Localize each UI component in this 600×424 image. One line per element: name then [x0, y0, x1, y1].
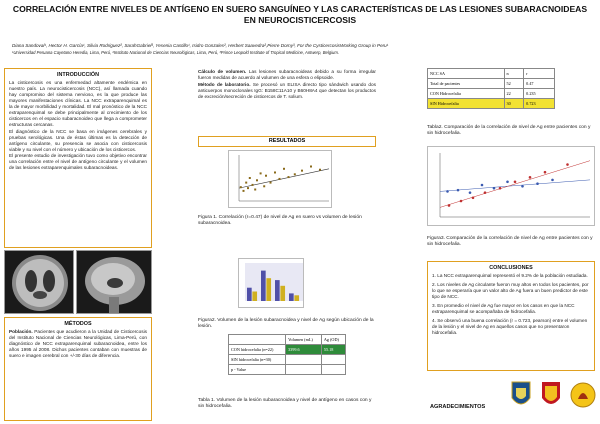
data-point — [283, 168, 285, 170]
conclusions-heading: CONCLUSIONES — [489, 265, 533, 271]
bar — [247, 288, 252, 301]
brain-mri-sagittal — [76, 250, 152, 314]
table-2-cell: SIN Hidrocefalia — [428, 99, 505, 109]
table-1-container — [228, 334, 346, 386]
intro-box — [4, 68, 152, 248]
conclusions-box — [427, 261, 595, 371]
table-1-header: Volumen (mL) — [286, 335, 322, 345]
methods-box — [4, 317, 152, 421]
bar — [294, 295, 299, 301]
data-point — [270, 182, 272, 184]
conclusion-item: 1. La NCC extraparenquimal representó el 9.2% de la población estudiada. — [432, 273, 588, 278]
conclusion-item: 2. Los niveles de Ag circulante fueron muy altos en todos los pacientes, por lo que se esperaría que un valor alto de Ag fuera un buen predictor de este tipo de NCC. — [432, 282, 589, 299]
table-1 — [228, 334, 346, 375]
calc-text-1: Las lesiones subaracnoideas debido a su forma irregular fueron medidas de acuerdo al volumen de una esfera o elipsoide. — [198, 69, 376, 80]
table-1-cell: 3399.6 — [286, 345, 322, 355]
calc-text-2: Se procesó un ELISA directo tipo sándwich usando dos anticuerpos monoclonales IgG: B158C11A10 y B60H8A4 que detectan los productos de excreción/secreción de cisticercos de T. solium. — [198, 81, 376, 99]
bar — [280, 286, 285, 301]
table-2-header: n — [504, 69, 524, 79]
table-2-container — [427, 68, 555, 118]
data-point — [294, 173, 296, 175]
data-point — [263, 185, 265, 187]
data-point — [446, 190, 449, 193]
data-point — [310, 166, 312, 168]
data-point — [265, 175, 267, 177]
figure-3-caption: Figura3. Comparación de la correlación de nivel de Ag entre pacientes con y sin hidrocefalia. — [427, 236, 593, 247]
bar — [252, 292, 257, 302]
data-point — [254, 189, 256, 191]
table-2-header: NCC SA — [428, 69, 505, 79]
data-point — [252, 184, 254, 186]
data-point — [260, 172, 262, 174]
table-row — [428, 79, 555, 89]
data-point — [274, 171, 276, 173]
table-row — [229, 365, 346, 375]
table-2-cell: Total de pacientes — [428, 79, 505, 89]
table-1-cell: p - Value — [229, 365, 286, 375]
data-point — [469, 191, 472, 194]
table-1-header: Ag (OD) — [321, 335, 345, 345]
table-1-cell: CON hidrocefalia (n=22) — [229, 345, 286, 355]
bar — [289, 293, 294, 301]
institution-logo-2 — [540, 380, 562, 410]
poster-title: CORRELACIÓN ENTRE NIVELES DE ANTÍGENO EN SUERO SANGUÍNEO Y LAS CARACTERÍSTICAS DE LAS LESIONES SUBARACNOIDEAS EN NEUROCISTICERCOSIS — [12, 4, 588, 25]
intro-heading: INTRODUCCIÓN — [57, 72, 99, 78]
figure-2-container — [238, 258, 304, 308]
table-1-cell: 55.18 — [321, 345, 345, 355]
methods-heading: MÉTODOS — [64, 321, 92, 327]
table-2-cell: 52 — [504, 79, 524, 89]
data-point — [514, 181, 517, 184]
methods-text: Pacientes que acudieron a la Unidad de Cisticercosis del Instituto Nacional de Ciencias Neurológicas, Lima-Perú, con diagnóstico de NCC extraparenquimal subaracnoidea, entre los años 1995 al 2008. Dichos pacientes contaban con muestras de suero e imagen cerebral con +/-30 días de diferencia. — [9, 329, 147, 358]
data-point — [566, 163, 569, 166]
table-1-caption: Tabla 1. Volumen de la lesión subaracnoidea y nivel de antígeno en casos con y sin hidrocefalia. — [198, 398, 372, 409]
trend-line-sin — [440, 161, 590, 208]
authors: Diana Sandoval¹, Hector H. García¹, Silvia Rodriguez², SarahGabriel³, Yesenia Castillo¹, Isidro Gonzales², Herbert Saavedra²,Pierre Dorny³, For the CysticercosisWorking Group in Peru¹ — [12, 43, 389, 48]
figure-1-container — [228, 150, 332, 208]
data-point — [301, 170, 303, 172]
table-row — [229, 345, 346, 355]
calc-block — [198, 69, 376, 100]
table-2-header: r — [524, 69, 555, 79]
table-2-cell: 22 — [504, 89, 524, 99]
methods-label: Población. — [9, 329, 33, 334]
data-point — [288, 176, 290, 178]
table-row — [229, 355, 346, 365]
data-point — [279, 178, 281, 180]
table-2-cell: 30 — [504, 99, 524, 109]
data-point — [529, 176, 532, 179]
bar — [275, 280, 280, 301]
calc-label-2: Método de laboratorio. — [198, 81, 251, 87]
conclusion-item: 3. En promedio el nivel de Ag fue mayor en los casos en que la NCC extraparenquimal se acompañaba de hidrocefalia. — [432, 303, 575, 314]
table-1-cell — [321, 365, 345, 375]
data-point — [249, 177, 251, 179]
intro-paragraph-2: El diagnóstico de la NCC se basa en imágenes cerebrales y pruebas serológicas. Una de éstas últimas es la detección de antígeno circulante, su presencia se asocia con cisticercosis viable y su nivel con el número y ubicación de los cisticercos. — [9, 128, 147, 152]
intro-paragraph-3: El presente estudio de investigación tuvo como objetivo encontrar una correlación entre el nivel de antígeno circulante y el volumen de las lesiones extraparenquimales subaracnoideas. — [9, 153, 147, 170]
figure-3-scatter — [428, 147, 596, 227]
table-1-header — [229, 335, 286, 345]
data-point — [243, 190, 245, 192]
table-2-cell: 0.47 — [524, 79, 555, 89]
results-heading-box — [198, 136, 376, 147]
institution-logo-3 — [570, 382, 596, 408]
bar — [261, 271, 266, 301]
figure-1-caption: Figura 1. Correlación (r=0.47) de nivel de Ag en suero vs volumen de lesión subaracnoidea. — [198, 215, 362, 226]
table-2-caption: Tabla2. Comparación de la correlación de nivel de Ag entre pacientes con y sin hidrocefalia. — [427, 125, 591, 136]
table-2-cell: 0.235 — [524, 89, 555, 99]
data-point — [240, 186, 242, 188]
data-point — [544, 171, 547, 174]
table-row — [428, 89, 555, 99]
acknowledgements-heading: AGRADECIMIENTOS — [430, 404, 486, 410]
figure-3-container — [427, 146, 595, 226]
table-1-cell — [321, 355, 345, 365]
data-point — [247, 187, 249, 189]
conclusion-item: 4. Se observó una buena correlación (r = 0.723, pearson) entre el volumen de la lesión y el nivel de Ag en aquellos casos que no presentaron hidrocefalia. — [432, 318, 588, 335]
institution-logo-1 — [510, 380, 532, 410]
figure-2-bars — [239, 259, 305, 309]
table-1-cell — [286, 365, 322, 375]
figure-2-caption: Figura2. Volumen de la lesión subaracnoidea y nivel de Ag según ubicación de la lesión. — [198, 318, 374, 329]
table-2-cell: 0.723 — [524, 99, 555, 109]
data-point — [506, 181, 509, 184]
table-1-cell: SIN hidrocefalia (n=30) — [229, 355, 286, 365]
figure-1-scatter — [229, 151, 333, 209]
results-heading: RESULTADOS — [268, 138, 306, 144]
data-point — [319, 169, 321, 171]
data-point — [481, 184, 484, 187]
brain-mri-axial — [4, 250, 74, 314]
bar — [266, 278, 271, 301]
data-point — [256, 179, 258, 181]
table-2-cell: CON Hidrocefalia — [428, 89, 505, 99]
table-2 — [427, 68, 555, 109]
data-point — [551, 179, 554, 182]
data-point — [245, 182, 247, 184]
intro-paragraph-1: La cisticercosis es una enfermedad altamente endémica en nuestro país. La neurocisticercosis (NCC), así llamada cuando hay compromiso del sistema nervioso, es la que produce las mayores manifestaciones clínicas. La NCC extraparenquimal es la de mayor morbilidad y mortalidad. El mal pronóstico de la NCC extraparenquimal se debe principalmente al crecimiento de los cisticercos en el espacio subaracnoideo que llega a comprometer estructuras cercanas. — [9, 80, 147, 127]
affiliations: ¹Universidad Peruana Cayetano Heredia, Lima, Perú, ²Instituto Nacional de Ciencias Neurológicas, Lima, Perú, ³Prince Leopold Institute of Tropical Medicine, Antwerp, Belgium. — [12, 50, 340, 55]
table-1-cell — [286, 355, 322, 365]
calc-label-1: Cálculo de volumen. — [198, 69, 247, 74]
table-row — [428, 99, 555, 109]
